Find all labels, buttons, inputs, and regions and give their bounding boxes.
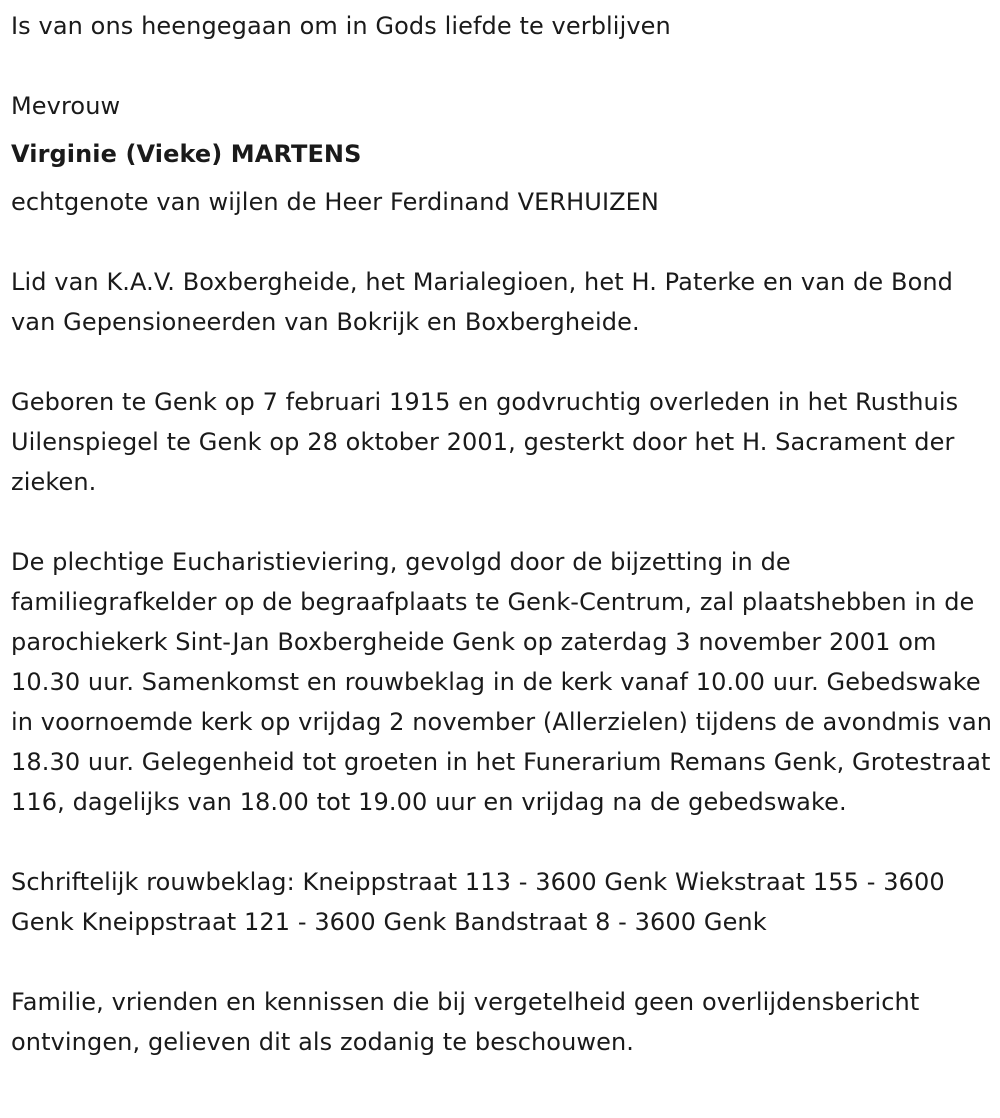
deceased-name: Virginie (Vieke) MARTENS: [11, 140, 362, 168]
ceremony-paragraph: De plechtige Eucharistieviering, gevolgd door de bijzetting in de familiegrafkelder op de begraafplaats te Genk-Centrum, zal plaatshebben in de parochiekerk Sint-Jan Boxbergheide Genk op zaterdag 3 november 2001 om 10.30 uur. Samenkomst en rouwbeklag in de kerk vanaf 10.00 uur. Gebedswake in voornoemde kerk op vrijdag 2 november (Allerzielen) tijdens de avondmis van 18.30 uur. Gelegenheid tot groeten in het Funerarium Remans Genk, Grotestraat 116, dagelijks van 18.00 tot 19.00 uur en vrijdag na de gebedswake.: [11, 548, 993, 816]
obituary-notice: [11, 6, 993, 1062]
spouse-line: echtgenote van wijlen de Heer Ferdinand VERHUIZEN: [11, 188, 659, 216]
intro-line: Is van ons heengegaan om in Gods liefde te verblijven: [11, 12, 671, 40]
closing-paragraph: Familie, vrienden en kennissen die bij vergetelheid geen overlijdensbericht ontvingen, gelieven dit als zodanig te beschouwen.: [11, 988, 920, 1056]
birth-death-paragraph: Geboren te Genk op 7 februari 1915 en godvruchtig overleden in het Rusthuis Uilenspiegel te Genk op 28 oktober 2001, gesterkt door het H. Sacrament der zieken.: [11, 388, 959, 496]
condolences-paragraph: Schriftelijk rouwbeklag: Kneippstraat 113 - 3600 Genk Wiekstraat 155 - 3600 Genk Kneippstraat 121 - 3600 Genk Bandstraat 8 - 3600 Genk: [11, 868, 945, 936]
salutation: Mevrouw: [11, 92, 121, 120]
membership-paragraph: Lid van K.A.V. Boxbergheide, het Marialegioen, het H. Paterke en van de Bond van Gepensioneerden van Bokrijk en Boxbergheide.: [11, 268, 954, 336]
